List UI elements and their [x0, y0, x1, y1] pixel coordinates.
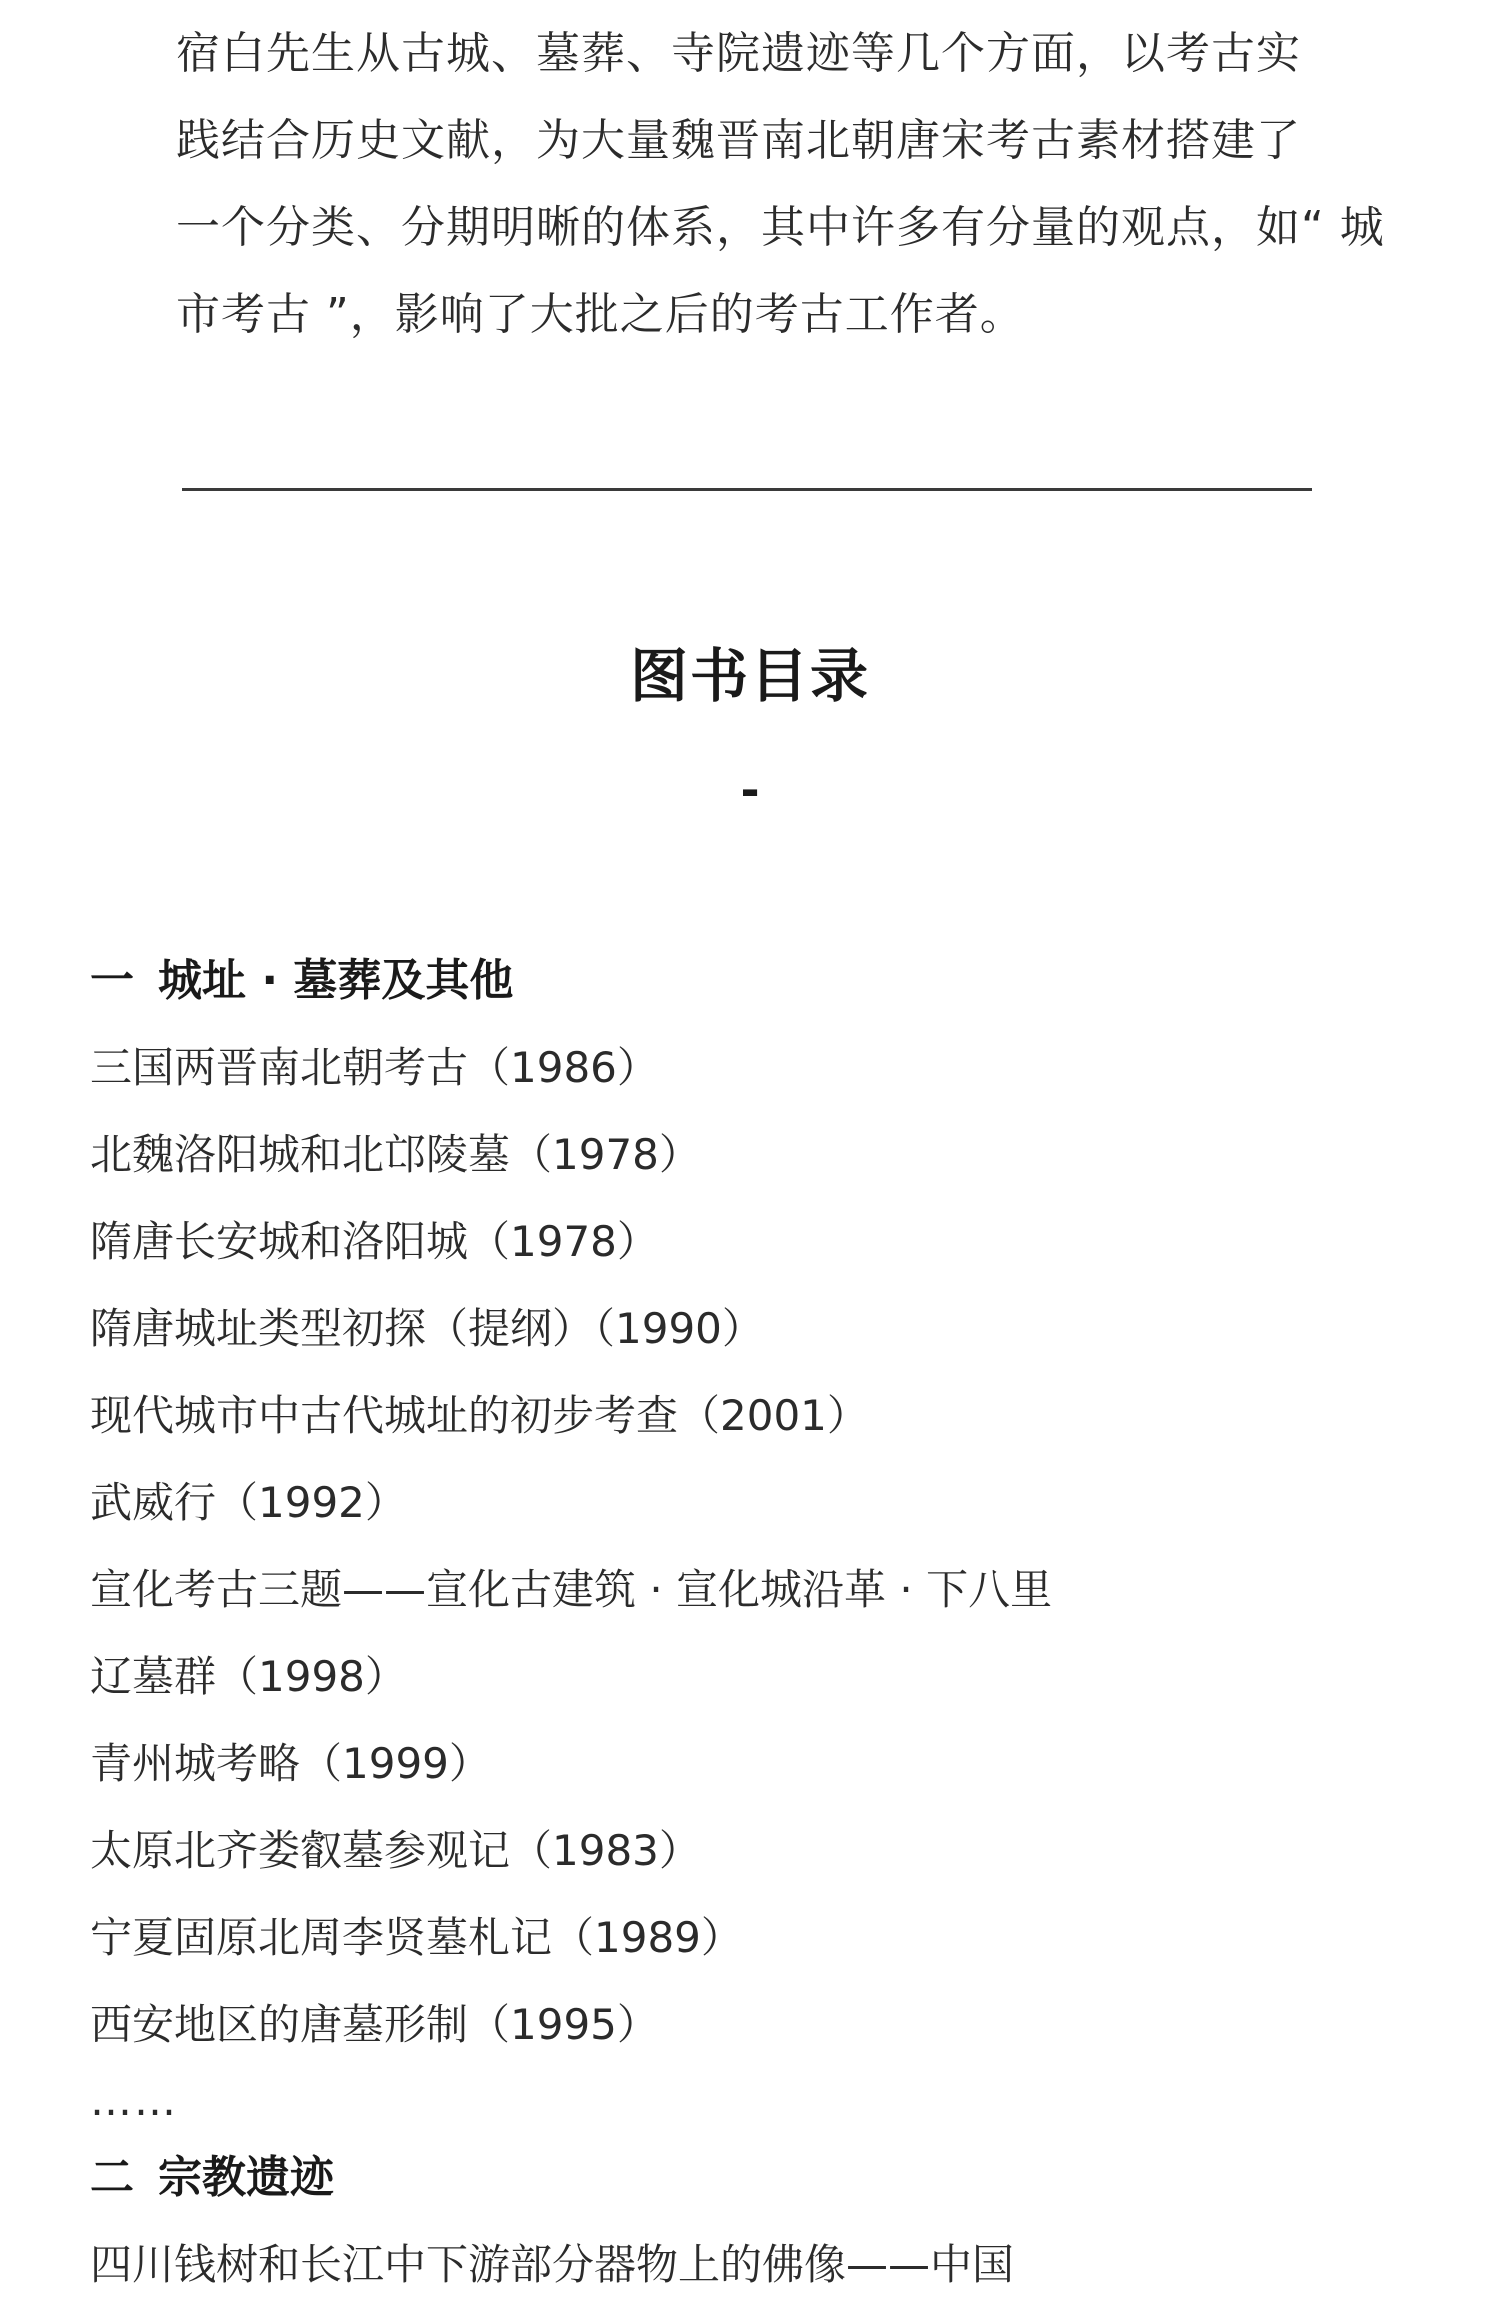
toc-entry: 宁夏固原北周李贤墓札记（1989） [90, 1913, 743, 1962]
toc-title-dash: - [740, 763, 760, 817]
section-divider [182, 488, 1312, 491]
toc-entry: 隋唐城址类型初探（提纲）（1990） [90, 1304, 764, 1353]
toc-entry: 隋唐长安城和洛阳城（1978） [90, 1217, 659, 1266]
toc-entry: 宣化考古三题——宣化古建筑 · 宣化城沿革 · 下八里 [90, 1565, 1053, 1614]
toc-entry: 辽墓群（1998） [90, 1652, 407, 1701]
table-of-contents [90, 937, 1470, 2308]
intro-line: 宿白先生从古城、墓葬、寺院遗迹等几个方面，以考古实 [176, 28, 1301, 79]
section-title: 城址 · 墓葬及其他 [158, 955, 514, 1006]
toc-entry: 青州城考略（1999） [90, 1739, 491, 1788]
toc-entry: 北魏洛阳城和北邙陵墓（1978） [90, 1130, 701, 1179]
toc-entry: 武威行（1992） [90, 1478, 407, 1527]
toc-entry: 四川钱树和长江中下游部分器物上的佛像——中国 [90, 2240, 1015, 2289]
toc-ellipsis: …… [90, 2076, 178, 2125]
intro-line: 市考古 ”，影响了大批之后的考古工作者。 [176, 289, 1025, 340]
toc-entry: 西安地区的唐墓形制（1995） [90, 2000, 659, 2049]
toc-title: 图书目录 [629, 642, 870, 710]
intro-line: 践结合历史文献，为大量魏晋南北朝唐宋考古素材搭建了 [176, 115, 1301, 166]
toc-section-heading [90, 2134, 1470, 2221]
toc-entry: 三国两晋南北朝考古（1986） [90, 1043, 659, 1092]
intro-paragraph [176, 10, 1385, 358]
toc-section-heading [90, 937, 1470, 1024]
section-number: 一 [90, 955, 134, 1006]
toc-entry: 太原北齐娄叡墓参观记（1983） [90, 1826, 701, 1875]
section-number: 二 [90, 2152, 134, 2203]
toc-entry: 现代城市中古代城址的初步考查（2001） [90, 1391, 869, 1440]
intro-line: 一个分类、分期明晰的体系，其中许多有分量的观点，如“ 城 [176, 202, 1385, 253]
section-title: 宗教遗迹 [158, 2152, 334, 2203]
